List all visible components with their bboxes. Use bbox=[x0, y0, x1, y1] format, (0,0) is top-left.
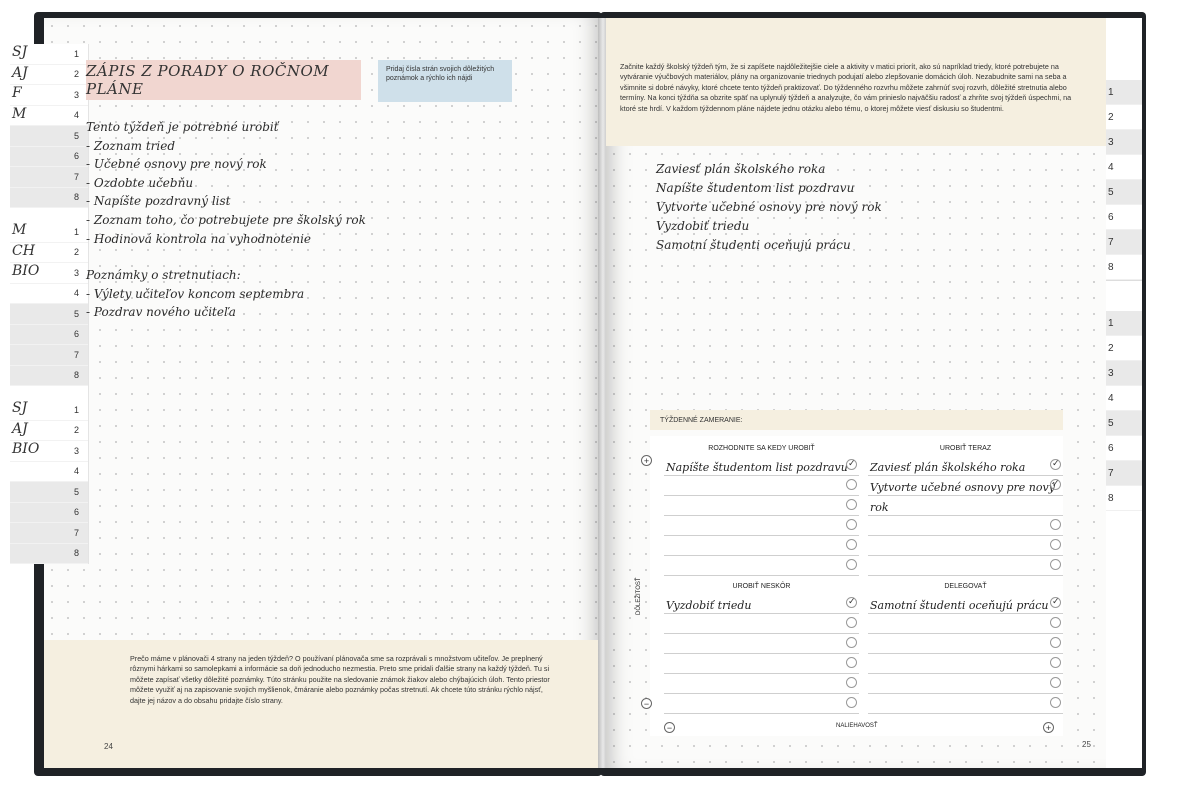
index-tab[interactable]: 1 bbox=[1106, 311, 1142, 336]
checkbox-circle-icon[interactable] bbox=[1050, 617, 1061, 628]
index-row[interactable] bbox=[10, 65, 88, 86]
index-tab[interactable]: 5 bbox=[1106, 180, 1142, 205]
todo-item: - Hodinová kontrola na vyhodnotenie bbox=[86, 231, 312, 246]
index-row[interactable] bbox=[10, 523, 88, 544]
index-number: 2 bbox=[74, 425, 80, 436]
matrix-row[interactable] bbox=[664, 694, 859, 714]
index-tab[interactable]: 3 bbox=[1106, 130, 1142, 155]
matrix-item: Samotní študenti oceňujú prácu bbox=[870, 599, 1049, 612]
meeting-item: - Výlety učiteľov koncom septembra bbox=[86, 286, 305, 301]
index-number: 3 bbox=[74, 267, 80, 278]
index-number: 4 bbox=[74, 110, 80, 121]
checkbox-circle-icon[interactable] bbox=[846, 499, 857, 510]
index-row[interactable] bbox=[10, 366, 88, 387]
index-row[interactable] bbox=[10, 44, 88, 65]
index-subject: BIO bbox=[12, 441, 40, 457]
matrix-row[interactable] bbox=[868, 694, 1063, 714]
checkbox-circle-icon[interactable] bbox=[1050, 479, 1061, 490]
index-row[interactable] bbox=[10, 441, 88, 462]
index-row[interactable] bbox=[10, 544, 88, 565]
checkbox-circle-icon[interactable] bbox=[1050, 459, 1061, 470]
checkbox-circle-icon[interactable] bbox=[846, 677, 857, 688]
checkbox-circle-icon[interactable] bbox=[846, 657, 857, 668]
hint-note: Pridaj čísla strán svojich dôležitých poznámok a rýchlo ich nájdi bbox=[378, 60, 512, 102]
matrix-item: Vyzdobiť triedu bbox=[666, 599, 752, 612]
index-number: 6 bbox=[74, 507, 80, 518]
todo-heading: Tento týždeň je potrebné urobiť bbox=[86, 120, 279, 134]
index-subject: F bbox=[12, 85, 22, 101]
checkbox-circle-icon[interactable] bbox=[1050, 697, 1061, 708]
index-tab[interactable]: 6 bbox=[1106, 436, 1142, 461]
index-tab[interactable]: 4 bbox=[1106, 386, 1142, 411]
index-number: 3 bbox=[74, 445, 80, 456]
subject-index bbox=[10, 44, 89, 564]
index-row[interactable] bbox=[10, 462, 88, 483]
matrix-row[interactable] bbox=[868, 654, 1063, 674]
quadrant-title: UROBIŤ TERAZ bbox=[939, 445, 992, 452]
quadrant-decide bbox=[664, 442, 859, 576]
weekly-focus-bar: TÝŽDENNÉ ZAMERANIE: bbox=[650, 410, 1063, 430]
index-number: 3 bbox=[74, 89, 80, 100]
index-number: 6 bbox=[74, 151, 80, 162]
index-tab[interactable]: 1 bbox=[1106, 80, 1142, 105]
index-number: 7 bbox=[74, 171, 80, 182]
todo-item: - Zoznam tried bbox=[86, 138, 176, 153]
index-tab[interactable]: 5 bbox=[1106, 411, 1142, 436]
checkbox-circle-icon[interactable] bbox=[1050, 519, 1061, 530]
index-subject: M bbox=[12, 222, 27, 238]
matrix-row[interactable] bbox=[664, 516, 859, 536]
quadrant-title: DELEGOVAŤ bbox=[944, 583, 987, 590]
checkbox-circle-icon[interactable] bbox=[846, 459, 857, 470]
urgency-axis-label: NALIEHAVOSŤ bbox=[836, 723, 878, 729]
minus-icon[interactable]: − bbox=[641, 698, 652, 709]
todo-item: - Ozdobte učebňu bbox=[86, 175, 194, 190]
checkbox-circle-icon[interactable] bbox=[846, 479, 857, 490]
matrix-item: Zaviesť plán školského roka bbox=[870, 461, 1026, 474]
matrix-row[interactable] bbox=[868, 614, 1063, 634]
checkbox-circle-icon[interactable] bbox=[1050, 597, 1061, 608]
index-tab[interactable]: 2 bbox=[1106, 336, 1142, 361]
index-row[interactable] bbox=[10, 263, 88, 284]
index-row[interactable] bbox=[10, 421, 88, 442]
matrix-row[interactable] bbox=[664, 594, 859, 614]
matrix-row[interactable] bbox=[868, 674, 1063, 694]
minus-icon[interactable]: − bbox=[664, 722, 675, 733]
checkbox-circle-icon[interactable] bbox=[846, 519, 857, 530]
index-row[interactable] bbox=[10, 284, 88, 305]
index-number: 1 bbox=[74, 48, 80, 59]
index-number: 2 bbox=[74, 247, 80, 258]
goal-item: Vytvorte učebné osnovy pre nový rok bbox=[656, 200, 882, 214]
index-row[interactable] bbox=[10, 167, 88, 188]
index-tab[interactable]: 8 bbox=[1106, 486, 1142, 511]
checkbox-circle-icon[interactable] bbox=[1050, 559, 1061, 570]
weekly-goals bbox=[656, 160, 956, 255]
goal-item: Napíšte študentom list pozdravu bbox=[656, 181, 855, 195]
todo-item: - Učebné osnovy pre nový rok bbox=[86, 157, 267, 172]
index-row[interactable] bbox=[10, 126, 88, 147]
matrix-row[interactable] bbox=[664, 634, 859, 654]
index-subject: M bbox=[12, 105, 27, 122]
index-number: 5 bbox=[74, 308, 80, 319]
checkbox-circle-icon[interactable] bbox=[846, 539, 857, 550]
meeting-heading: Poznámky o stretnutiach: bbox=[86, 268, 241, 283]
quadrant-later bbox=[664, 580, 859, 714]
index-row[interactable] bbox=[10, 222, 88, 243]
index-row[interactable] bbox=[10, 345, 88, 366]
handwritten-notes bbox=[86, 118, 506, 322]
index-number: 1 bbox=[74, 226, 80, 237]
index-number: 2 bbox=[74, 69, 80, 80]
matrix-row[interactable] bbox=[664, 476, 859, 496]
checkbox-circle-icon[interactable] bbox=[1050, 539, 1061, 550]
page-number-right: 25 bbox=[1082, 740, 1091, 749]
matrix-row[interactable] bbox=[868, 634, 1063, 654]
matrix-row[interactable] bbox=[664, 654, 859, 674]
index-subject: SJ bbox=[12, 44, 28, 60]
index-row[interactable] bbox=[10, 503, 88, 524]
matrix-row[interactable] bbox=[664, 614, 859, 634]
page-title-box bbox=[86, 60, 361, 100]
goal-item: Samotní študenti oceňujú prácu bbox=[656, 238, 851, 252]
index-number: 8 bbox=[74, 548, 80, 559]
matrix-row[interactable] bbox=[868, 594, 1063, 614]
index-subject: AJ bbox=[12, 420, 28, 437]
page-number-left: 24 bbox=[104, 742, 113, 751]
matrix-row[interactable] bbox=[664, 536, 859, 556]
checkbox-circle-icon[interactable] bbox=[1050, 657, 1061, 668]
todo-item: - Napíšte pozdravný list bbox=[86, 194, 231, 209]
index-row[interactable] bbox=[10, 106, 88, 127]
matrix-row[interactable] bbox=[664, 674, 859, 694]
index-row[interactable] bbox=[10, 147, 88, 168]
index-row[interactable] bbox=[10, 482, 88, 503]
meeting-item: - Pozdrav nového učiteľa bbox=[86, 305, 236, 320]
quadrant-title: UROBIŤ NESKÔR bbox=[732, 583, 791, 590]
index-number: 7 bbox=[74, 527, 80, 538]
right-index-tabs bbox=[1106, 18, 1142, 768]
index-subject: CH bbox=[12, 242, 35, 259]
quadrant-delegate bbox=[868, 580, 1063, 714]
matrix-row[interactable] bbox=[868, 536, 1063, 556]
index-number: 4 bbox=[74, 288, 80, 299]
matrix-item: Napíšte študentom list pozdravu bbox=[666, 461, 848, 474]
matrix-row[interactable] bbox=[664, 556, 859, 576]
index-subject: BIO bbox=[12, 263, 40, 279]
index-row[interactable] bbox=[10, 188, 88, 209]
plus-icon[interactable]: + bbox=[641, 455, 652, 466]
plus-icon[interactable]: + bbox=[1043, 722, 1054, 733]
checkbox-circle-icon[interactable] bbox=[846, 559, 857, 570]
matrix-item: rok bbox=[870, 501, 889, 514]
matrix-row[interactable] bbox=[868, 456, 1063, 476]
checkbox-circle-icon[interactable] bbox=[846, 597, 857, 608]
checkbox-circle-icon[interactable] bbox=[846, 697, 857, 708]
matrix-row[interactable] bbox=[868, 476, 1063, 496]
index-number: 4 bbox=[74, 466, 80, 477]
index-subject: AJ bbox=[12, 64, 28, 81]
index-number: 5 bbox=[74, 130, 80, 141]
index-row[interactable] bbox=[10, 304, 88, 325]
index-number: 8 bbox=[74, 370, 80, 381]
checkbox-circle-icon[interactable] bbox=[1050, 637, 1061, 648]
index-tab[interactable]: 2 bbox=[1106, 105, 1142, 130]
priority-matrix bbox=[650, 436, 1063, 736]
page-title: ZÁPIS Z PORADY O ROČNOM PLÁNE bbox=[86, 62, 330, 98]
index-tab[interactable]: 8 bbox=[1106, 255, 1142, 280]
matrix-row[interactable] bbox=[868, 556, 1063, 576]
goal-item: Zaviesť plán školského roka bbox=[656, 162, 826, 176]
top-info-note: Začnite každý školský týždeň tým, že si zapíšete najdôležitejšie ciele a aktivity v matici priorít, ako sú napríklad triedy, ktoré potrebujete na vytváranie výučbových materiálov, plány na organizovanie triednych podujatí alebo zlepšovanie domácich úloh. Nezabudnite sami na seba a všimnite si dobré návyky, ktoré chcete tento týždeň praktizovať. Do týždenného rozvrhu môžete zahrnúť svoj rozvrh, dôležité stretnutia alebo termíny. Na konci týždňa sa obzrite späť na uplynulý týždeň a analyzujte, čo vám prinieslo najväčšiu radosť a zhrňte svoj týždeň úspechmi, na ktoré ste hrdí. V každom týždennom pláne nájdete jednu otázku alebo tému, o ktorej môžete viesť diskusiu so študentmi. bbox=[606, 18, 1106, 146]
checkbox-circle-icon[interactable] bbox=[846, 637, 857, 648]
index-row[interactable] bbox=[10, 325, 88, 346]
index-row[interactable] bbox=[10, 243, 88, 264]
index-tab[interactable]: 6 bbox=[1106, 205, 1142, 230]
index-number: 6 bbox=[74, 329, 80, 340]
index-subject: SJ bbox=[12, 400, 28, 416]
index-tab[interactable]: 4 bbox=[1106, 155, 1142, 180]
index-number: 7 bbox=[74, 349, 80, 360]
todo-item: - Zoznam toho, čo potrebujete pre školský rok bbox=[86, 212, 366, 227]
index-row[interactable] bbox=[10, 85, 88, 106]
quadrant-title: ROZHODNITE SA KEDY UROBIŤ bbox=[708, 445, 815, 452]
index-tab[interactable]: 3 bbox=[1106, 361, 1142, 386]
quadrant-do-now bbox=[868, 442, 1063, 576]
index-number: 8 bbox=[74, 192, 80, 203]
index-row[interactable] bbox=[10, 400, 88, 421]
matrix-row[interactable] bbox=[868, 516, 1063, 536]
matrix-row[interactable] bbox=[868, 496, 1063, 516]
index-tab[interactable]: 7 bbox=[1106, 230, 1142, 255]
matrix-item: Vytvorte učebné osnovy pre nový bbox=[870, 481, 1055, 494]
index-number: 1 bbox=[74, 404, 80, 415]
index-tab[interactable]: 7 bbox=[1106, 461, 1142, 486]
checkbox-circle-icon[interactable] bbox=[846, 617, 857, 628]
matrix-row[interactable] bbox=[664, 456, 859, 476]
checkbox-circle-icon[interactable] bbox=[1050, 677, 1061, 688]
goal-item: Vyzdobiť triedu bbox=[656, 219, 750, 233]
index-number: 5 bbox=[74, 486, 80, 497]
importance-axis-label: DÔLEŽITOSŤ bbox=[636, 577, 642, 615]
matrix-row[interactable] bbox=[664, 496, 859, 516]
bottom-info-note: Prečo máme v plánovači 4 strany na jeden týždeň? O používaní plánovača sme sa rozprávali s množstvom učiteľov. Je preplnený rôznymi hárkami so samolepkami a informácie sa doň jednoducho nezmestia. Preto sme pridali ďalšie strany na každý týždeň. Tu si môžete zapísať všetky dôležité poznámky. Túto stránku použite na sledovanie známok žiakov alebo chýbajúcich úloh. Tento priestor môžete využiť aj na zapisovanie svojich myšlienok, čmáranie alebo poznámky počas stretnutí. Ak chcete túto stránku rýchlo nájsť, dajte jej názov a do obsahu pridajte číslo strany. bbox=[44, 640, 600, 768]
